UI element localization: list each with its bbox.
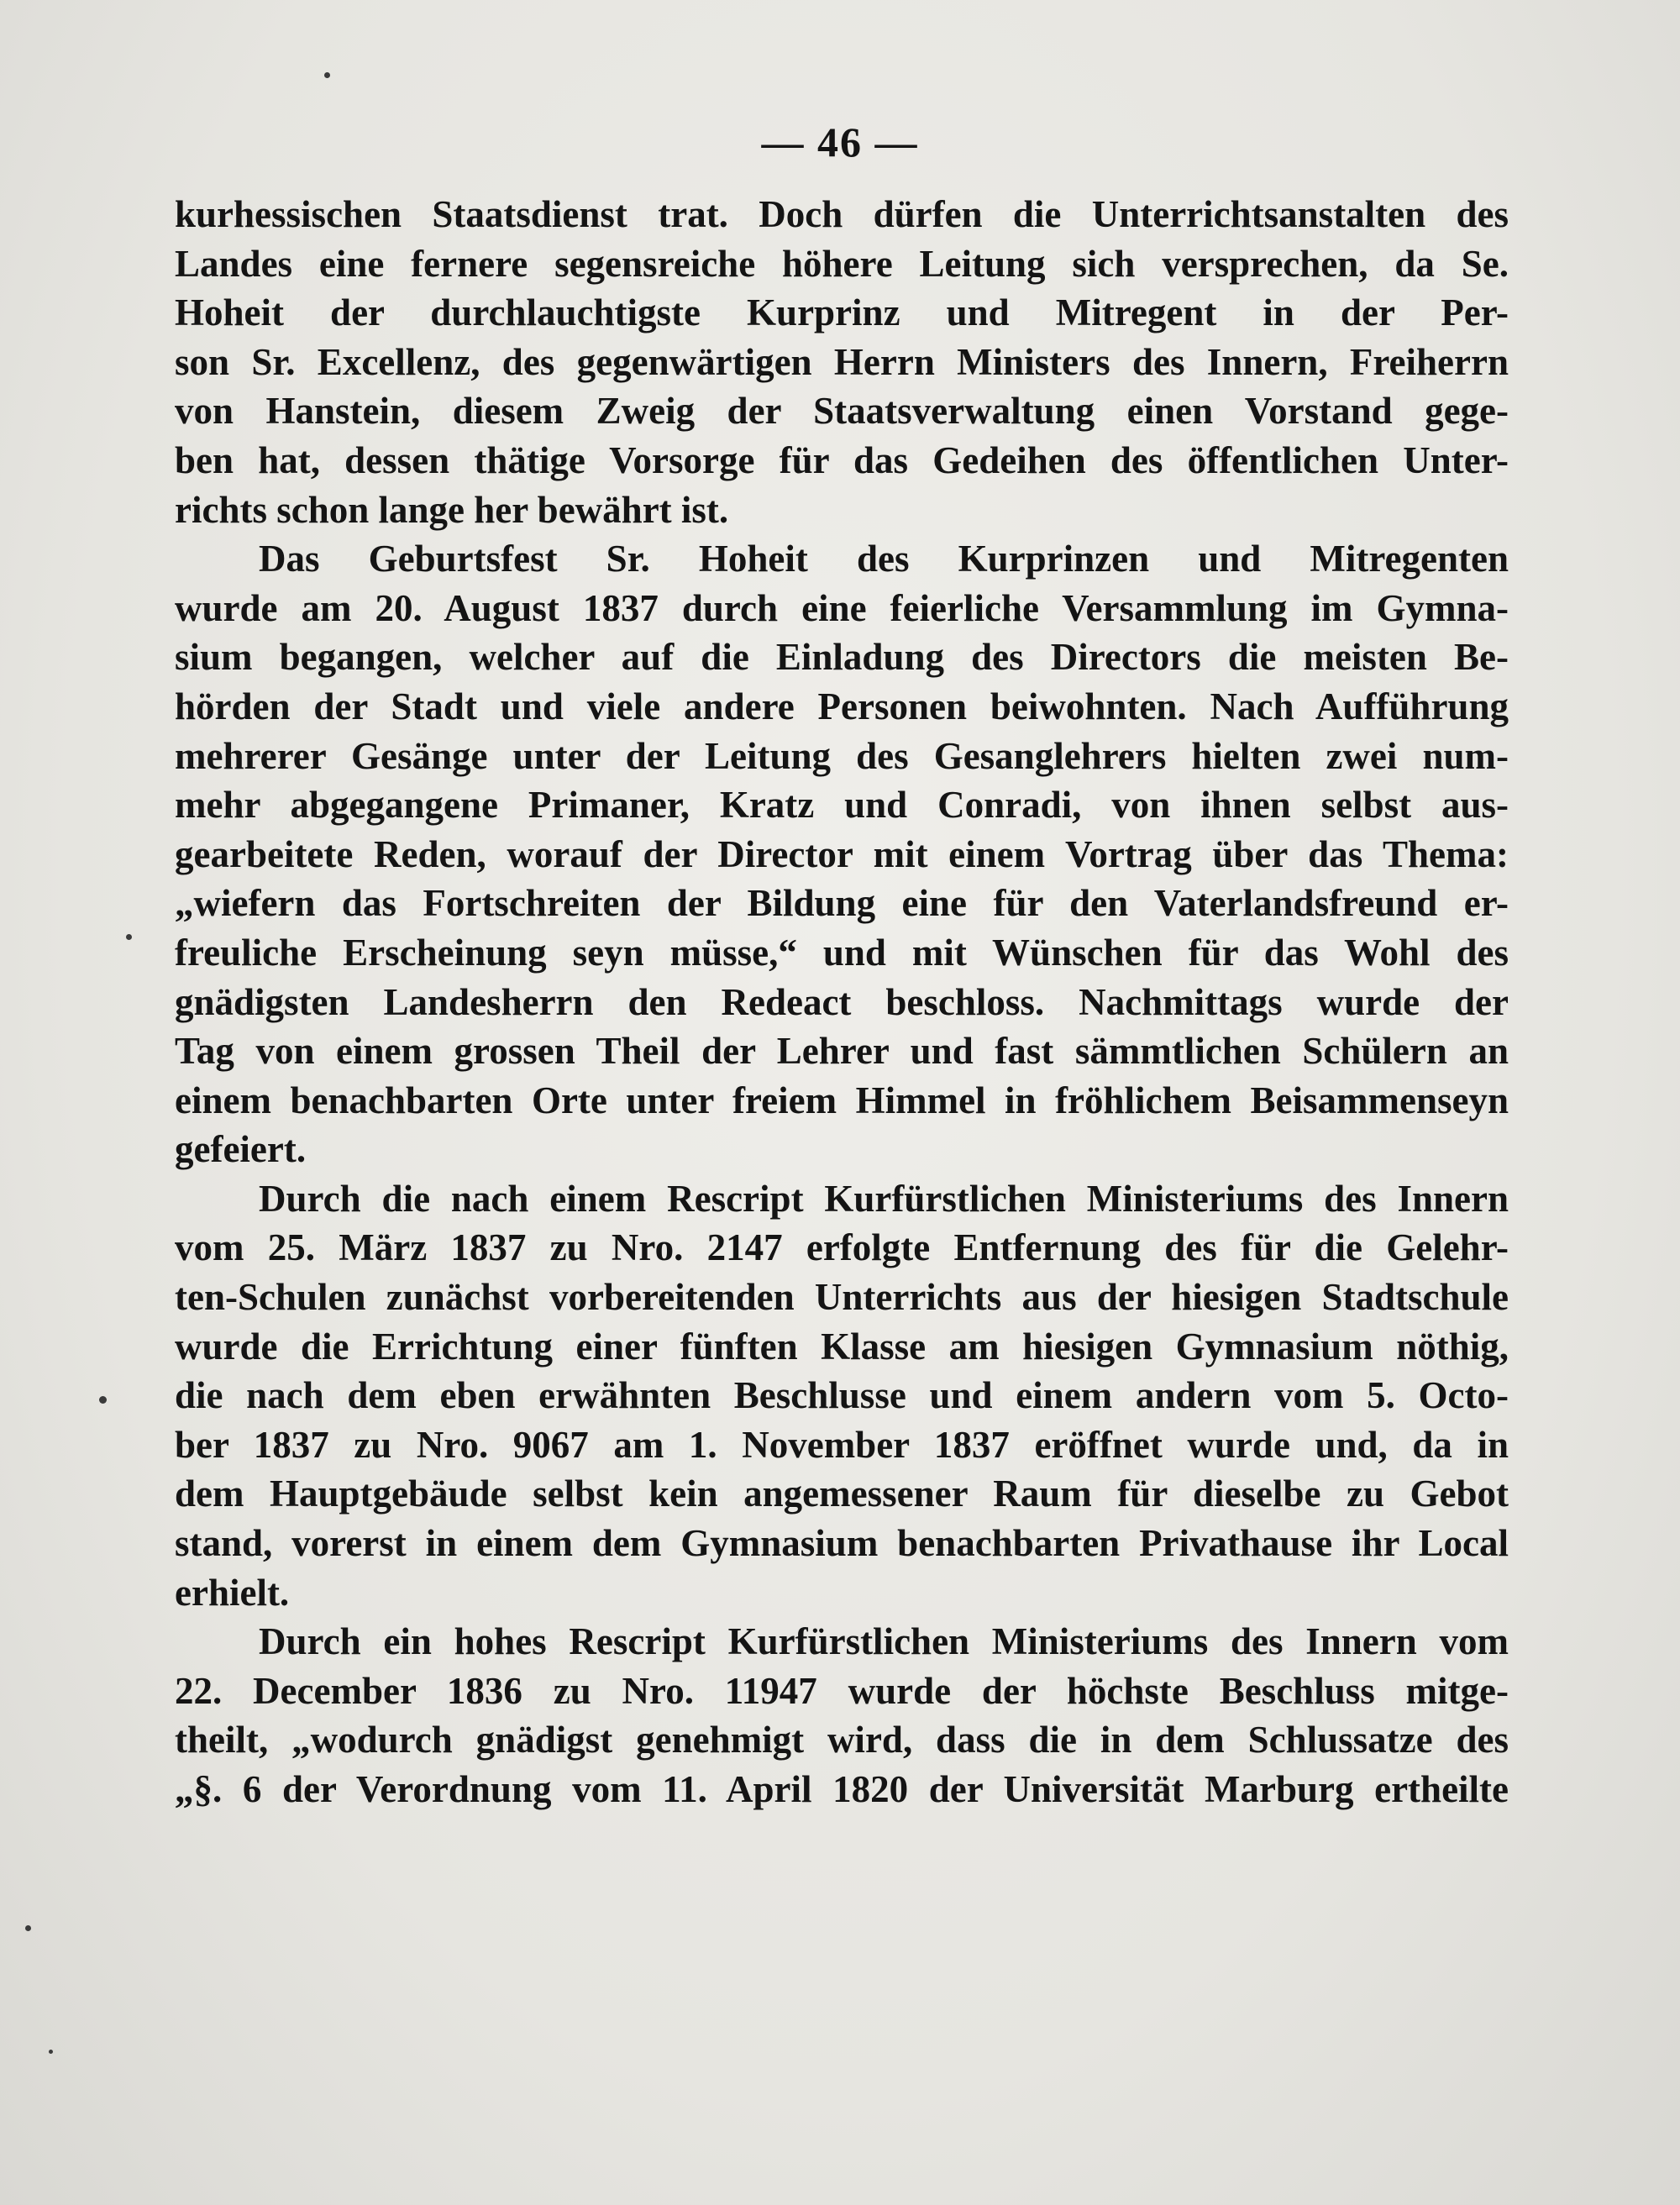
text-line: stand, vorerst in einem dem Gymnasium benachbarten Privathause ihr Local (175, 1522, 1509, 1565)
text-line: mehrerer Gesänge unter der Leitung des Gesanglehrers hielten zwei num- (175, 734, 1509, 777)
text-line: vom 25. März 1837 zu Nro. 2147 erfolgte Entfernung des für die Gelehr- (175, 1226, 1509, 1269)
text-line: mehr abgegangene Primaner, Kratz und Conradi, von ihnen selbst aus- (175, 784, 1509, 827)
text-line: ber 1837 zu Nro. 9067 am 1. November 1837 eröffnet wurde und, da in (175, 1423, 1509, 1466)
page-number: — 46 — (761, 118, 919, 165)
text-line-paragraph-end: erhielt. (175, 1571, 290, 1614)
text-line: dem Hauptgebäude selbst kein angemessener Raum für dieselbe zu Gebot (175, 1473, 1509, 1515)
text-line-paragraph-end: richts schon lange her bewährt ist. (175, 488, 729, 531)
text-line-paragraph-end: gefeiert. (175, 1128, 307, 1171)
text-line-paragraph-start: Durch ein hohes Rescript Kurfürstlichen Ministeriums des Innern vom (259, 1620, 1509, 1663)
ink-speck (99, 1396, 107, 1404)
text-line: kurhessischen Staatsdienst trat. Doch dürfen die Unterrichtsanstalten des (175, 193, 1509, 235)
ink-speck (126, 934, 132, 940)
text-line: gnädigsten Landesherrn den Redeact beschloss. Nachmittags wurde der (175, 980, 1509, 1023)
text-line: „§. 6 der Verordnung vom 11. April 1820 der Universität Marburg ertheilte (175, 1768, 1509, 1810)
text-line: die nach dem eben erwähnten Beschlusse und einem andern vom 5. Octo- (175, 1374, 1509, 1417)
text-line: theilt, „wodurch gnädigst genehmigt wird, dass die in dem Schlussatze des (175, 1719, 1509, 1761)
ink-speck (49, 2050, 53, 2054)
text-line: Tag von einem grossen Theil der Lehrer und fast sämmtlichen Schülern an (175, 1030, 1509, 1073)
text-line: wurde am 20. August 1837 durch eine feierliche Versammlung im Gymna- (175, 586, 1509, 629)
text-line: 22. December 1836 zu Nro. 11947 wurde der höchste Beschluss mitge- (175, 1669, 1509, 1712)
text-line: Landes eine fernere segensreiche höhere Leitung sich versprechen, da Se. (175, 242, 1509, 285)
text-line: ten-Schulen zunächst vorbereitenden Unterrichts aus der hiesigen Stadtschule (175, 1276, 1509, 1319)
text-line-paragraph-start: Das Geburtsfest Sr. Hoheit des Kurprinzen und Mitregenten (259, 538, 1509, 580)
text-line: hörden der Stadt und viele andere Personen beiwohnten. Nach Aufführung (175, 685, 1509, 727)
text-line: gearbeitete Reden, worauf der Director mit einem Vortrag über das Thema: (175, 832, 1509, 875)
text-line: wurde die Errichtung einer fünften Klasse am hiesigen Gymnasium nöthig, (175, 1325, 1509, 1368)
text-line: „wiefern das Fortschreiten der Bildung eine für den Vaterlandsfreund er- (175, 882, 1509, 925)
text-line: sium begangen, welcher auf die Einladung des Directors die meisten Be- (175, 636, 1509, 679)
ink-speck (25, 1925, 31, 1931)
text-line-paragraph-start: Durch die nach einem Rescript Kurfürstlichen Ministeriums des Innern (259, 1177, 1509, 1220)
text-line: einem benachbarten Orte unter freiem Himmel in fröhlichem Beisammenseyn (175, 1079, 1509, 1121)
body-text (175, 190, 1509, 1814)
text-line: Hoheit der durchlauchtigste Kurprinz und Mitregent in der Per- (175, 291, 1509, 334)
text-line: ben hat, dessen thätige Vorsorge für das Gedeihen des öffentlichen Unter- (175, 438, 1509, 481)
text-line: son Sr. Excellenz, des gegenwärtigen Herrn Ministers des Innern, Freiherrn (175, 340, 1509, 383)
text-line: von Hanstein, diesem Zweig der Staatsverwaltung einen Vorstand gege- (175, 390, 1509, 433)
ink-speck (324, 72, 330, 78)
text-line: freuliche Erscheinung seyn müsse,“ und mit Wünschen für das Wohl des (175, 931, 1509, 974)
